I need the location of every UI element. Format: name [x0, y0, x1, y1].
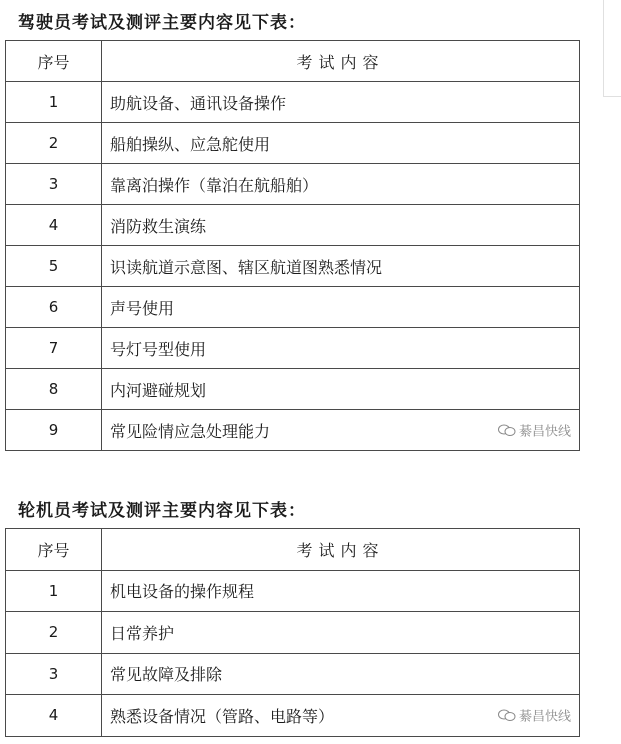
- row-number: 8: [6, 369, 102, 410]
- row-content: 机电设备的操作规程: [102, 570, 580, 612]
- row-content: 声号使用: [102, 287, 580, 328]
- column-header-content: 考试内容: [102, 41, 580, 82]
- page-edge-line: [603, 96, 621, 97]
- row-content: 常见故障及排除: [102, 653, 580, 695]
- row-number: 4: [6, 205, 102, 246]
- wechat-icon: [498, 709, 516, 721]
- table-row: [6, 246, 580, 287]
- table-header-row: [6, 529, 580, 571]
- table-row: [6, 653, 580, 695]
- row-number: 2: [6, 612, 102, 654]
- row-content: 熟悉设备情况（管路、电路等）: [110, 706, 335, 726]
- table-row: [6, 695, 580, 737]
- column-header-no: 序号: [6, 41, 102, 82]
- row-content: 日常养护: [102, 612, 580, 654]
- driver-exam-table: [5, 40, 580, 451]
- row-content: 常见险情应急处理能力: [110, 421, 271, 441]
- section-heading-engineer: 轮机员考试及测评主要内容见下表：: [18, 501, 306, 521]
- column-header-no: 序号: [6, 529, 102, 571]
- row-content-with-watermark: [102, 695, 580, 737]
- row-number: 4: [6, 695, 102, 737]
- row-number: 5: [6, 246, 102, 287]
- watermark: [498, 421, 571, 440]
- row-number: 3: [6, 653, 102, 695]
- row-content: 消防救生演练: [102, 205, 580, 246]
- row-content: 船舶操纵、应急舵使用: [102, 123, 580, 164]
- row-content: 助航设备、通讯设备操作: [102, 82, 580, 123]
- row-content: 靠离泊操作（靠泊在航船舶）: [102, 164, 580, 205]
- row-content: 内河避碰规划: [102, 369, 580, 410]
- watermark-text: 綦昌快线: [518, 709, 571, 725]
- row-number: 1: [6, 82, 102, 123]
- row-number: 3: [6, 164, 102, 205]
- engineer-exam-table: [5, 528, 580, 737]
- row-number: 6: [6, 287, 102, 328]
- table-row: [6, 328, 580, 369]
- table-row: [6, 369, 580, 410]
- table-row: [6, 82, 580, 123]
- row-number: 2: [6, 123, 102, 164]
- row-content-with-watermark: [102, 410, 580, 451]
- section-heading-driver: 驾驶员考试及测评主要内容见下表：: [18, 13, 306, 33]
- table-row: [6, 205, 580, 246]
- column-header-content: 考试内容: [102, 529, 580, 571]
- row-number: 9: [6, 410, 102, 451]
- row-content: 识读航道示意图、辖区航道图熟悉情况: [102, 246, 580, 287]
- page-edge-line: [603, 0, 604, 96]
- table-row: [6, 570, 580, 612]
- row-number: 1: [6, 570, 102, 612]
- table-row: [6, 123, 580, 164]
- watermark: [498, 706, 571, 725]
- wechat-icon: [498, 424, 516, 436]
- watermark-text: 綦昌快线: [518, 424, 571, 440]
- row-number: 7: [6, 328, 102, 369]
- table-row: [6, 410, 580, 451]
- table-row: [6, 612, 580, 654]
- table-header-row: [6, 41, 580, 82]
- table-row: [6, 287, 580, 328]
- table-row: [6, 164, 580, 205]
- row-content: 号灯号型使用: [102, 328, 580, 369]
